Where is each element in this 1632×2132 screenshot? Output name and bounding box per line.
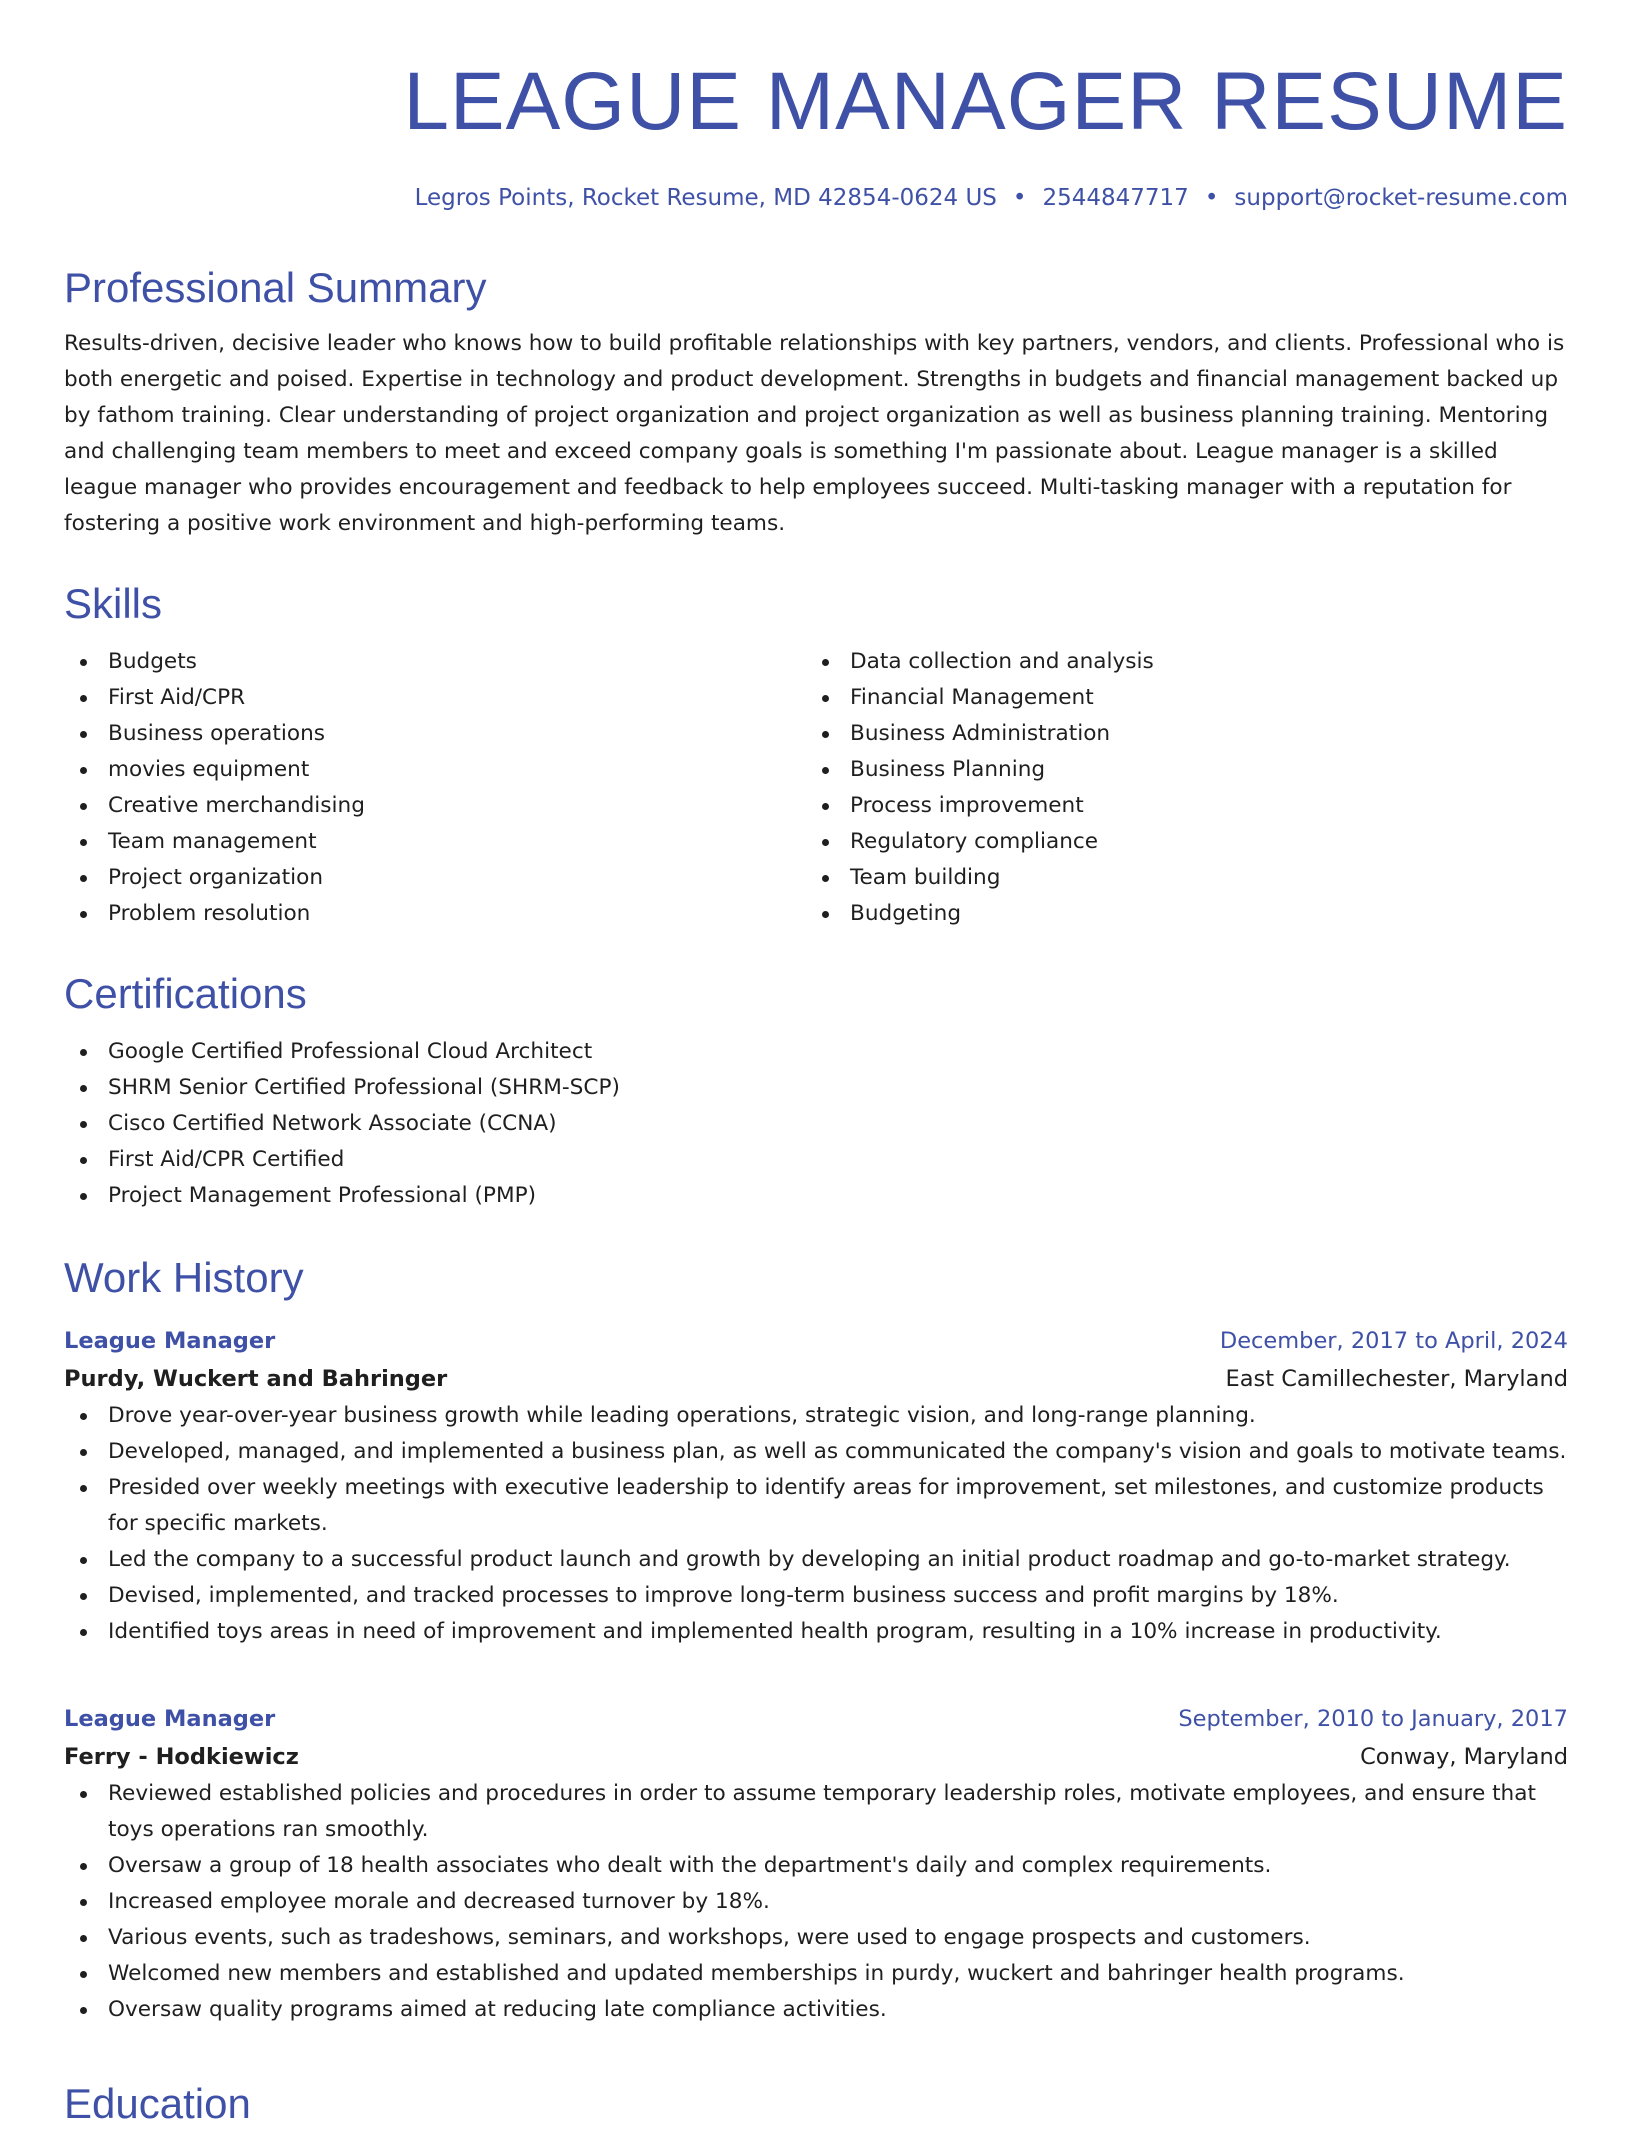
list-item-text: movies equipment: [108, 757, 310, 782]
bullet-icon: [80, 1193, 87, 1200]
list-item: [806, 644, 1548, 680]
job-company-row: [64, 1738, 1568, 1776]
bullet-icon: [822, 695, 829, 702]
bullet-icon: [80, 1049, 87, 1056]
list-item-text: Cisco Certified Network Associate (CCNA): [108, 1111, 557, 1136]
list-item: [64, 1992, 1568, 2028]
list-item: [806, 824, 1548, 860]
bullet-icon: [80, 767, 87, 774]
list-item: [806, 788, 1548, 824]
list-item: [64, 1178, 1568, 1214]
list-item-text: Reviewed established policies and procedures in order to assume temporary leadership roles, motivate employees, and ensure that toys operations ran smoothly.: [108, 1781, 1536, 1842]
bullet-icon: [80, 1557, 87, 1564]
list-item: [64, 1848, 1568, 1884]
list-item: [806, 716, 1548, 752]
job-location: East Camillechester, Maryland: [1225, 1366, 1568, 1392]
list-item-text: Devised, implemented, and tracked processes to improve long-term business success and profit margins by 18%.: [108, 1583, 1339, 1608]
job-duties-list: [64, 1398, 1568, 1650]
education-section: [64, 2076, 1568, 2132]
bullet-icon: [80, 1485, 87, 1492]
bullet-icon: [80, 1157, 87, 1164]
list-item-text: Business operations: [108, 721, 326, 746]
bullet-icon: [80, 659, 87, 666]
bullet-icon: [80, 731, 87, 738]
list-item: [64, 1884, 1568, 1920]
list-item-text: Financial Management: [850, 685, 1094, 710]
list-item-text: Oversaw quality programs aimed at reducing late compliance activities.: [108, 1997, 887, 2022]
bullet-icon: [80, 1791, 87, 1798]
job-title: League Manager: [64, 1328, 276, 1354]
list-item-text: Team building: [850, 865, 1001, 890]
contact-separator: •: [1012, 185, 1027, 211]
certifications-heading: Certifications: [64, 970, 307, 1017]
list-item-text: Business Administration: [850, 721, 1111, 746]
certifications-list: [64, 1034, 1568, 1214]
skills-column-left: [64, 644, 806, 932]
list-item-text: SHRM Senior Certified Professional (SHRM-SCP): [108, 1075, 620, 1100]
list-item: [64, 1614, 1568, 1650]
list-item-text: Oversaw a group of 18 health associates who dealt with the department's daily and complex requirements.: [108, 1853, 1272, 1878]
list-item-text: Process improvement: [850, 793, 1084, 818]
list-item-text: Drove year-over-year business growth while leading operations, strategic vision, and long-range planning.: [108, 1403, 1256, 1428]
contact-email[interactable]: support@rocket-resume.com: [1234, 185, 1568, 211]
list-item-text: Problem resolution: [108, 901, 311, 926]
job-company: Purdy, Wuckert and Bahringer: [64, 1366, 448, 1392]
certifications-section: [64, 966, 1568, 1214]
list-item: [806, 680, 1548, 716]
list-item-text: Various events, such as tradeshows, seminars, and workshops, were used to engage prospects and customers.: [108, 1925, 1311, 1950]
contact-phone: 2544847717: [1042, 185, 1189, 211]
bullet-icon: [80, 1593, 87, 1600]
bullet-icon: [80, 1899, 87, 1906]
list-item-text: Presided over weekly meetings with executive leadership to identify areas for improvement, set milestones, and customize products for specific markets.: [108, 1475, 1544, 1536]
bullet-icon: [80, 1971, 87, 1978]
skills-section: [64, 576, 1568, 932]
list-item: [64, 752, 806, 788]
job-company-row: [64, 1360, 1568, 1398]
bullet-icon: [80, 2007, 87, 2014]
bullet-icon: [80, 803, 87, 810]
list-item: [64, 896, 806, 932]
job-header-row: [64, 1700, 1568, 1738]
list-item: [64, 788, 806, 824]
bullet-icon: [80, 695, 87, 702]
job-entry: [64, 1700, 1568, 2028]
list-item: [806, 752, 1548, 788]
job-entry: [64, 1322, 1568, 1650]
bullet-icon: [80, 875, 87, 882]
list-item-text: Identified toys areas in need of improvement and implemented health program, resulting in a 10% increase in productivity.: [108, 1619, 1442, 1644]
list-item-text: Budgeting: [850, 901, 962, 926]
list-item-text: Budgets: [108, 649, 197, 674]
list-item: [64, 1920, 1568, 1956]
skills-list-right: [806, 644, 1548, 932]
bullet-icon: [80, 1121, 87, 1128]
bullet-icon: [822, 803, 829, 810]
job-company: Ferry - Hodkiewicz: [64, 1744, 299, 1770]
bullet-icon: [822, 875, 829, 882]
list-item: [64, 1470, 1568, 1542]
bullet-icon: [80, 1629, 87, 1636]
skills-grid: [64, 644, 1568, 932]
bullet-icon: [822, 731, 829, 738]
list-item-text: Increased employee morale and decreased turnover by 18%.: [108, 1889, 770, 1914]
resume-page: [64, 0, 1568, 2127]
work-history-section: [64, 1250, 1568, 1306]
list-item-text: Developed, managed, and implemented a business plan, as well as communicated the company's vision and goals to motivate teams.: [108, 1439, 1567, 1464]
list-item-text: Led the company to a successful product launch and growth by developing an initial product roadmap and go-to-market strategy.: [108, 1547, 1511, 1572]
job-location: Conway, Maryland: [1360, 1744, 1568, 1770]
list-item: [64, 1434, 1568, 1470]
list-item-text: Welcomed new members and established and updated memberships in purdy, wuckert and bahringer health programs.: [108, 1961, 1405, 1986]
bullet-icon: [80, 839, 87, 846]
contact-address: Legros Points, Rocket Resume, MD 42854-0624 US: [414, 185, 997, 211]
list-item: [64, 680, 806, 716]
list-item: [806, 860, 1548, 896]
list-item-text: Team management: [108, 829, 317, 854]
bullet-icon: [80, 1413, 87, 1420]
work-history-heading: Work History: [64, 1254, 304, 1301]
job-duties-list: [64, 1776, 1568, 2028]
skills-list-left: [64, 644, 806, 932]
contact-line: [415, 180, 1568, 216]
list-item-text: First Aid/CPR: [108, 685, 246, 710]
list-item-text: Creative merchandising: [108, 793, 365, 818]
list-item-text: Project organization: [108, 865, 324, 890]
list-item: [64, 1398, 1568, 1434]
list-item-text: Regulatory compliance: [850, 829, 1099, 854]
list-item: [64, 1034, 1568, 1070]
job-title: League Manager: [64, 1706, 276, 1732]
list-item-text: Data collection and analysis: [850, 649, 1154, 674]
resume-title: LEAGUE MANAGER RESUME: [403, 56, 1568, 147]
job-dates: December, 2017 to April, 2024: [1219, 1328, 1568, 1354]
list-item: [64, 1106, 1568, 1142]
bullet-icon: [822, 839, 829, 846]
bullet-icon: [822, 767, 829, 774]
list-item: [64, 1542, 1568, 1578]
bullet-icon: [80, 1863, 87, 1870]
education-heading: Education: [64, 2080, 251, 2127]
list-item-text: Business Planning: [850, 757, 1046, 782]
list-item-text: Google Certified Professional Cloud Architect: [108, 1039, 593, 1064]
summary-section: [64, 260, 1568, 542]
list-item: [64, 824, 806, 860]
summary-heading: Professional Summary: [64, 264, 487, 311]
job-dates: September, 2010 to January, 2017: [1178, 1706, 1568, 1732]
list-item: [64, 1070, 1568, 1106]
list-item: [64, 1578, 1568, 1614]
bullet-icon: [80, 911, 87, 918]
list-item: [64, 1956, 1568, 1992]
skills-heading: Skills: [64, 580, 163, 627]
list-item: [64, 860, 806, 896]
skills-column-right: [806, 644, 1548, 932]
list-item: [64, 644, 806, 680]
list-item-text: First Aid/CPR Certified: [108, 1147, 345, 1172]
bullet-icon: [822, 659, 829, 666]
list-item: [64, 716, 806, 752]
contact-separator: •: [1204, 185, 1219, 211]
bullet-icon: [80, 1935, 87, 1942]
list-item: [64, 1142, 1568, 1178]
bullet-icon: [822, 911, 829, 918]
bullet-icon: [80, 1085, 87, 1092]
list-item: [806, 896, 1548, 932]
list-item-text: Project Management Professional (PMP): [108, 1183, 537, 1208]
summary-text: Results-driven, decisive leader who knows how to build profitable relationships with key partners, vendors, and clients. Professional who is both energetic and poised. Expertise in technology and product development. Strengths in budgets and financial management backed up by fathom training. Clear understanding of project organization and project organization as well as business planning training. Mentoring and challenging team members to meet and exceed company goals is something I'm passionate about. League manager is a skilled league manager who provides encouragement and feedback to help employees succeed. Multi-tasking manager with a reputation for fostering a positive work environment and high-performing teams.: [64, 331, 1565, 536]
bullet-icon: [80, 1449, 87, 1456]
job-header-row: [64, 1322, 1568, 1360]
list-item: [64, 1776, 1568, 1848]
